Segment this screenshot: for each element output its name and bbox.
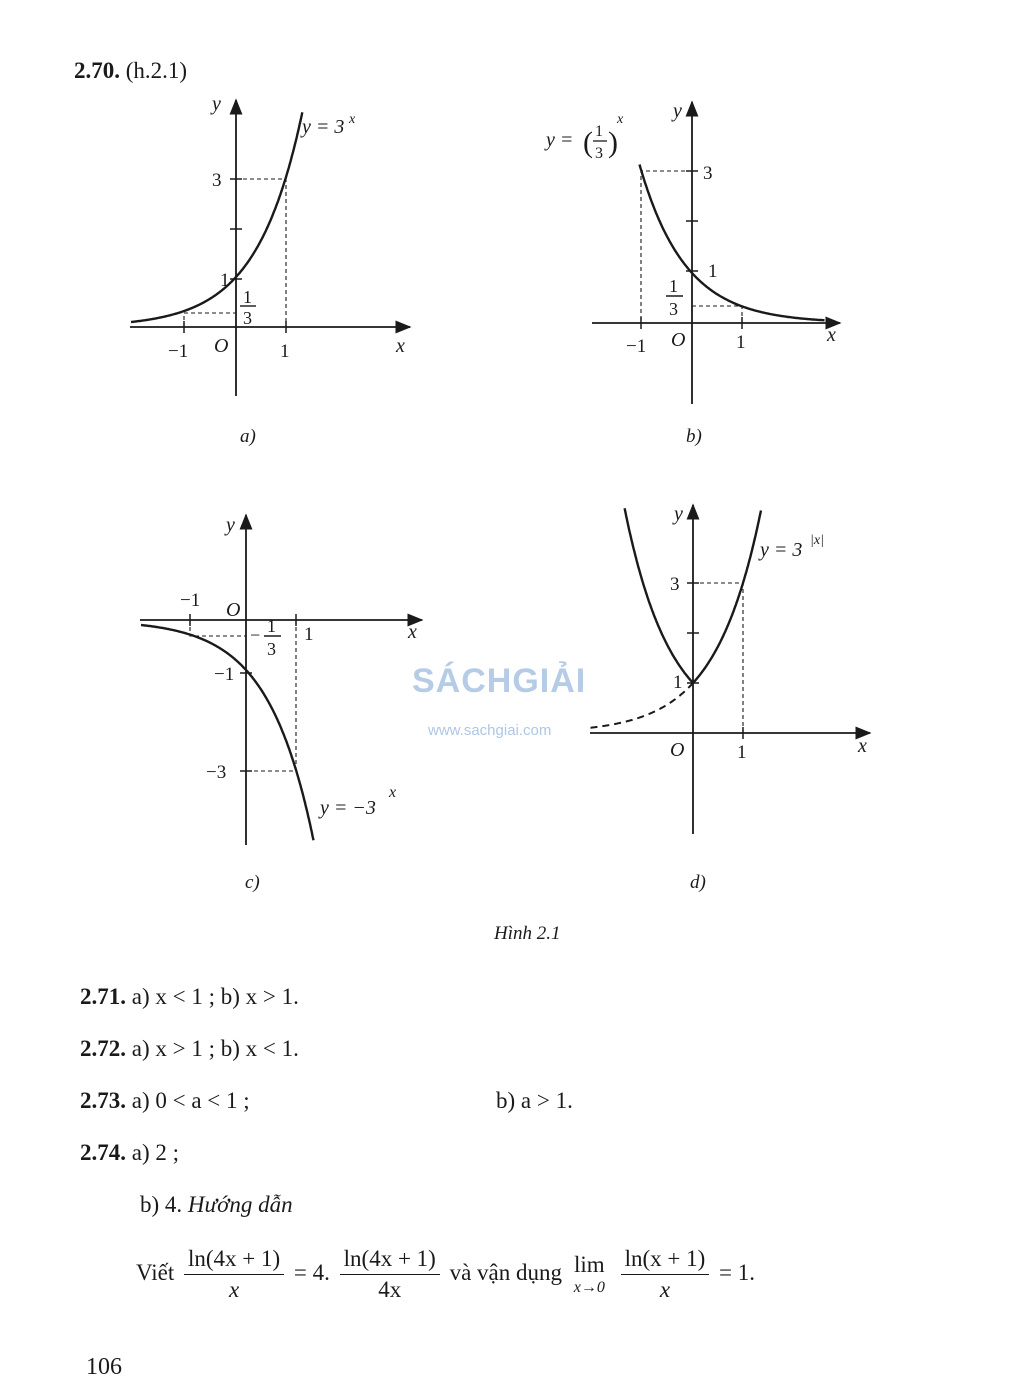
graph-c-frac-sign: − bbox=[250, 625, 261, 645]
graph-a-eq-exponent: x bbox=[349, 112, 356, 127]
graph-a-frac-num: 1 bbox=[243, 287, 252, 307]
graph-a-tick-y1: 1 bbox=[220, 270, 230, 291]
graph-c-curve bbox=[141, 625, 314, 840]
graph-c-frac-den: 3 bbox=[267, 639, 276, 659]
graph-c-frac-num: 1 bbox=[267, 616, 276, 636]
graph-b-eq-paren-left: ( bbox=[583, 126, 593, 159]
page-number: 106 bbox=[86, 1354, 122, 1380]
answer-2-74-b: b) 4. Hướng dẫn bbox=[140, 1192, 293, 1217]
graph-a-curve bbox=[131, 112, 302, 322]
graph-b-origin: O bbox=[671, 329, 686, 351]
formula-tail: = 1. bbox=[719, 1259, 756, 1285]
graph-d-tick-y1: 1 bbox=[673, 672, 683, 693]
formula-eq1: = 4. bbox=[293, 1259, 330, 1285]
graph-b-x-label: x bbox=[827, 324, 836, 346]
formula-frac-2: $\frac{\ln(4x + 1)}{4x}$ bbox=[340, 1246, 440, 1303]
graph-d-tick-y3: 3 bbox=[670, 574, 680, 595]
graph-c-tick-yneg1: −1 bbox=[214, 664, 235, 685]
graph-b-tick-y3: 3 bbox=[703, 163, 713, 184]
graph-b-eq-den: 3 bbox=[595, 145, 603, 162]
graph-a-y-label: y bbox=[212, 93, 221, 115]
graph-b-frac-den: 3 bbox=[669, 299, 678, 319]
watermark-url: www.sachgiai.com bbox=[428, 722, 552, 739]
graph-c-tick-neg1: −1 bbox=[180, 590, 201, 611]
graph-a-tick-1: 1 bbox=[280, 341, 290, 362]
graph-a-origin: O bbox=[214, 335, 229, 357]
graph-c-tick-yneg3: −3 bbox=[206, 762, 227, 783]
graph-c-y-label: y bbox=[226, 514, 235, 536]
graph-b-eq-prefix: y = bbox=[546, 129, 574, 151]
graph-b-tick-y1: 1 bbox=[708, 261, 718, 282]
formula-lead: Viết bbox=[136, 1259, 175, 1285]
graph-a-tick-y3: 3 bbox=[212, 170, 222, 191]
graph-b-eq-exponent: x bbox=[617, 112, 624, 127]
formula-frac-3: $\frac{\ln(x + 1)}{x}$ bbox=[621, 1246, 710, 1303]
graph-b-eq-num: 1 bbox=[595, 123, 603, 140]
graph-a-tick-neg1: −1 bbox=[168, 341, 189, 362]
graph-c bbox=[140, 514, 422, 893]
graph-d bbox=[590, 503, 870, 893]
graph-c-label: c) bbox=[245, 872, 260, 893]
problem-number: 2.70. bbox=[74, 58, 120, 83]
graph-b-label: b) bbox=[686, 426, 702, 447]
answer-2-73-b: b) a > 1. bbox=[496, 1088, 573, 1113]
formula-frac-1: $\frac{\ln(4x + 1)}{x}$ bbox=[184, 1246, 284, 1303]
graph-b-tick-1: 1 bbox=[736, 332, 746, 353]
graph-d-x-label: x bbox=[858, 735, 867, 757]
problem-ref: (h.2.1) bbox=[125, 58, 188, 83]
graph-b-curve bbox=[640, 165, 825, 321]
answer-2-71: 2.71. a) x < 1 ; b) x > 1. bbox=[80, 984, 299, 1009]
graph-a-label: a) bbox=[240, 426, 256, 447]
graph-b-eq-paren-right: ) bbox=[608, 126, 618, 159]
graph-b-y-label: y bbox=[673, 100, 682, 122]
answer-2-74: 2.74. a) 2 ; bbox=[80, 1140, 180, 1165]
formula-mid: và vận dụng bbox=[449, 1259, 562, 1285]
answer-2-72: 2.72. a) x > 1 ; b) x < 1. bbox=[80, 1036, 299, 1061]
graph-c-eq-exponent: x bbox=[389, 784, 397, 801]
watermark-brand: SÁCHGIẢI bbox=[412, 662, 587, 700]
graph-a-frac-den: 3 bbox=[243, 308, 252, 328]
graph-a-x-label: x bbox=[396, 335, 405, 357]
formula-limit: lim x→0 bbox=[573, 1252, 605, 1296]
hint-label: Hướng dẫn bbox=[187, 1192, 293, 1217]
answer-2-73: 2.73. a) 0 < a < 1 ; bbox=[80, 1088, 250, 1113]
graph-d-y-label: y bbox=[674, 503, 683, 525]
graph-a-equation: y = 3 bbox=[302, 116, 345, 138]
graph-d-label: d) bbox=[690, 872, 706, 893]
graph-c-tick-1: 1 bbox=[304, 624, 314, 645]
graph-c-origin: O bbox=[226, 599, 241, 621]
graph-d-origin: O bbox=[670, 739, 685, 761]
figure-caption: Hình 2.1 bbox=[494, 923, 561, 944]
graph-a bbox=[130, 93, 410, 447]
graph-c-equation: y = −3 bbox=[320, 797, 376, 819]
graph-b-frac-num: 1 bbox=[669, 276, 678, 296]
graph-c-x-label: x bbox=[408, 621, 417, 643]
graph-d-tick-1: 1 bbox=[737, 742, 747, 763]
formula-line bbox=[136, 1246, 755, 1303]
graph-d-equation: y = 3 bbox=[760, 539, 803, 561]
graph-b bbox=[544, 100, 840, 447]
graph-d-eq-exponent: |x| bbox=[810, 533, 824, 548]
graph-b-tick-neg1: −1 bbox=[626, 336, 647, 357]
